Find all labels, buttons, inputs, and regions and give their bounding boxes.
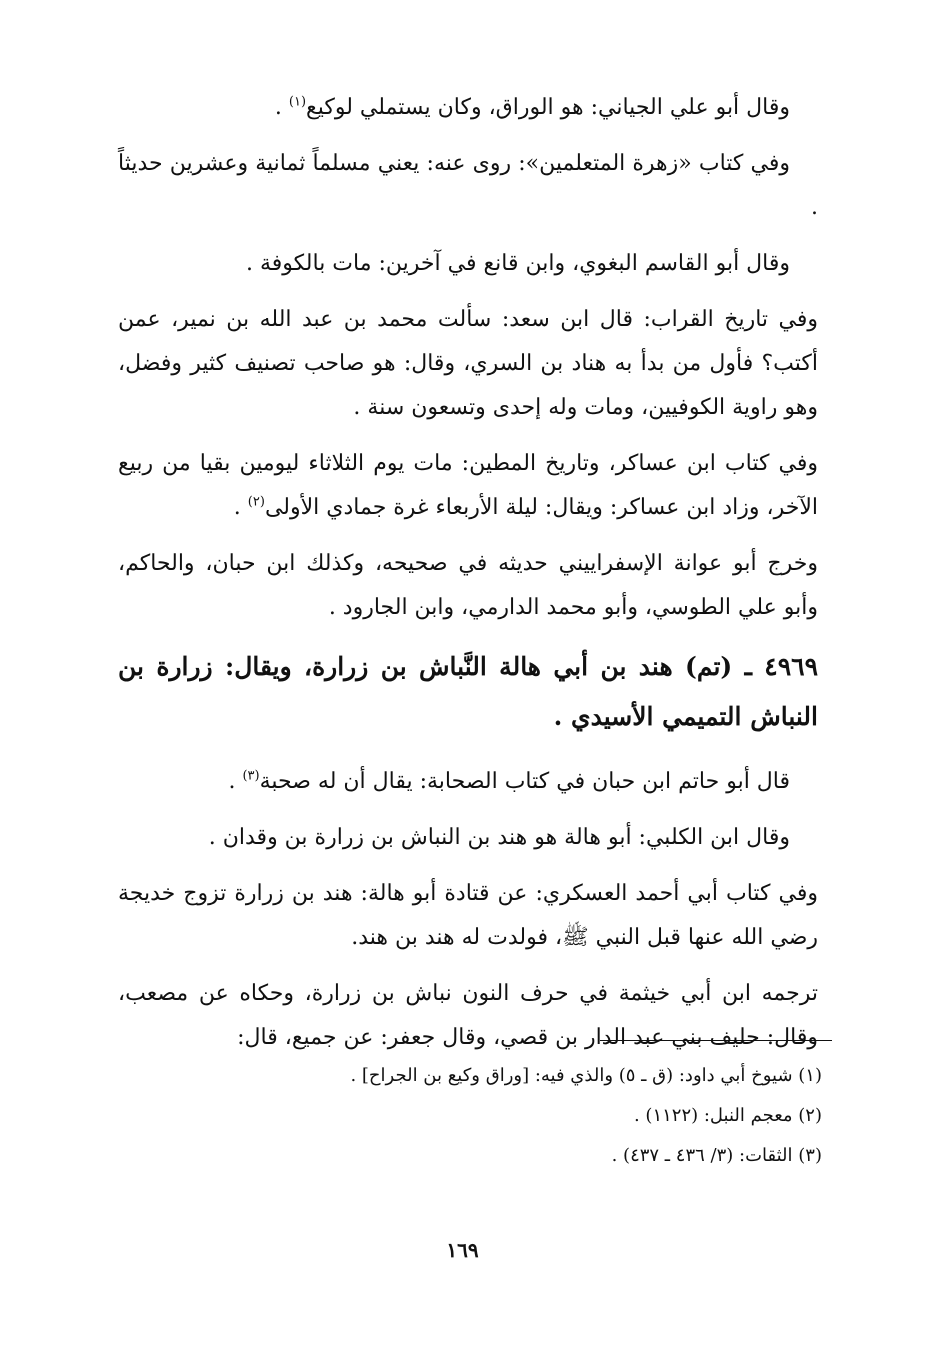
page-number: ١٦٩ [446,1238,479,1262]
paragraph-7-end: . [228,769,243,794]
footnote-divider [600,1040,832,1041]
paragraph-1 [118,86,818,130]
paragraph-4: وفي تاريخ القراب: قال ابن سعد: سألت محمد بن عبد الله بن نمير، عمن أكتب؟ فأول من بدأ به هناد بن السري، وقال: هو صاحب تصنيف كثير وفضل، وهو راوية الكوفيين، ومات وله إحدى وتسعون سنة . [118,307,818,420]
footnote-ref-1: (١) [288,94,307,110]
footnote-ref-3: (٣) [242,768,260,784]
paragraph-6: وخرج أبو عوانة الإسفراييني حديثه في صحيحه، وكذلك ابن حبان، والحاكم، وأبو علي الطوسي، وأبو محمد الدارمي، وابن الجارود . [118,551,818,620]
paragraph-3: وقال أبو القاسم البغوي، وابن قانع في آخرين: مات بالكوفة . [245,251,790,276]
footnote-ref-2: (٢) [247,494,265,510]
footnotes [300,1056,822,1176]
paragraph-5-text: وفي كتاب ابن عساكر، وتاريخ المطين: مات يوم الثلاثاء ليومين بقيا من ربيع الآخر، وزاد ابن عساكر: ويقال: ليلة الأربعاء غرة جمادي الأولى [118,451,818,520]
paragraph-7-text: قال أبو حاتم ابن حبان في كتاب الصحابة: يقال أن له صحبة [259,769,790,794]
footnote-1: (١) شيوخ أبي داود: (ق ـ ٥) والذي فيه: [وراق وكيع بن الجراح] . [350,1065,822,1086]
paragraph-10: ترجمه ابن أبي خيثمة في حرف النون نباش بن زرارة، وحكاه عن مصعب، وقال: حليف بني عبد الدار بن قصي، وقال جعفر: عن جميع، قال: [118,981,818,1050]
footnote-3: (٣) الثقات: (٣/ ٤٣٦ ـ ٤٣٧) . [611,1145,822,1166]
paragraph-2: وفي كتاب «زهرة المتعلمين»: روى عنه: يعني مسلماً ثمانية وعشرين حديثاً . [118,151,818,220]
main-text [118,86,818,1072]
paragraph-1-text: وقال أبو علي الجياني: هو الوراق، وكان يستملي لوكيع [306,95,790,120]
paragraph-9: وفي كتاب أبي أحمد العسكري: عن قتادة أبو هالة: هند بن زرارة تزوج خديجة رضي الله عنها قبل النبي ﷺ، فولدت له هند بن هند. [118,881,818,950]
paragraph-7 [118,760,818,804]
paragraph-1-end: . [274,95,289,120]
footnote-2: (٢) معجم النبل: (١١٢٢) . [633,1105,822,1126]
paragraph-5-end: . [233,495,248,520]
entry-heading: ٤٩٦٩ ـ (تم) هند بن أبي هالة النَّباش بن زرارة، ويقال: زرارة بن النباش التميمي الأسيدي . [118,652,818,731]
paragraph-8: وقال ابن الكلبي: أبو هالة هو هند بن النباش بن زرارة بن وقدان . [208,825,790,850]
paragraph-5 [118,442,818,530]
